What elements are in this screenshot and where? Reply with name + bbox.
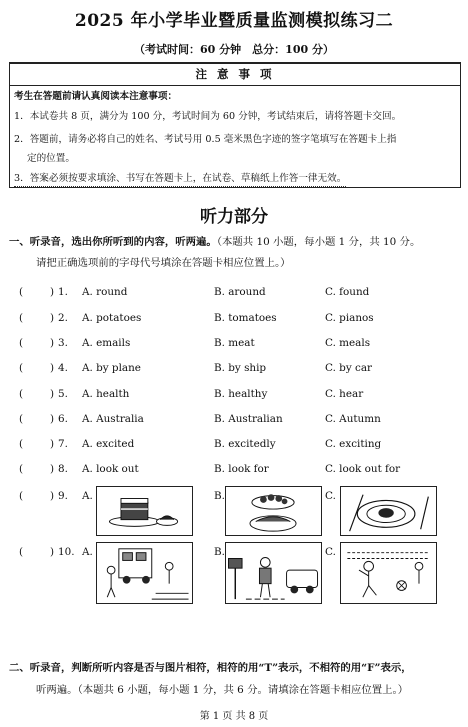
question-row — [0, 362, 468, 378]
picture-bus-scene — [96, 542, 193, 604]
egg-illustration — [341, 487, 436, 535]
picture-crossing-road — [225, 542, 322, 604]
question-row — [0, 337, 468, 353]
option-b: B. — [214, 546, 225, 558]
cake-illustration — [97, 487, 192, 535]
option-b: B. — [214, 490, 225, 502]
answer-paren-left: ( — [19, 286, 24, 298]
option-a: A. potatoes — [82, 312, 142, 324]
answer-paren-left: ( — [19, 337, 24, 349]
part2-heading: 二、听录音，判断所听内容是否与图片相符，相符的用“T”表示，不相符的用“F”表示， — [9, 662, 412, 674]
option-c: C. look out for — [325, 463, 401, 475]
answer-paren-left: ( — [19, 312, 24, 324]
notice-divider — [10, 85, 460, 86]
question-number: 5. — [58, 388, 68, 400]
question-number: 7. — [58, 438, 68, 450]
notice-intro: 考生在答题前请认真阅读本注意事项： — [14, 91, 178, 102]
question-number: 1. — [58, 286, 68, 298]
notice-item-2: 2．答题前，请务必将自己的姓名、考试号用 0.5 毫米黑色字迹的签字笔填写在答题卡上指 — [14, 134, 397, 145]
option-c: C. pianos — [325, 312, 374, 324]
answer-paren-left: ( — [19, 463, 24, 475]
notice-item-2-cont: 定的位置。 — [27, 153, 75, 164]
question-number: 10. — [58, 546, 75, 558]
part1-heading-line2: 请把正确选项前的字母代号填涂在答题卡相应位置上。） — [36, 257, 291, 269]
option-a: A. look out — [82, 463, 139, 475]
answer-paren-left: ( — [19, 438, 24, 450]
section-title: 听力部分 — [200, 207, 268, 227]
option-c: C. meals — [325, 337, 371, 349]
option-a: A. excited — [82, 438, 135, 450]
question-number: 8. — [58, 463, 68, 475]
notice-item-3: 3．答案必须按要求填涂、书写在答题卡上，在试卷、草稿纸上作答一律无效。 — [14, 172, 346, 187]
answer-paren-right: ) — [50, 546, 55, 558]
option-c: C. by car — [325, 362, 372, 374]
option-b: B. healthy — [214, 388, 268, 400]
option-a: A. round — [82, 286, 128, 298]
option-a: A. by plane — [82, 362, 141, 374]
part1-heading-note: （本题共 10 小题，每小题 1 分，共 10 分。 — [216, 236, 421, 248]
answer-paren-right: ) — [50, 463, 55, 475]
option-c: C. Autumn — [325, 413, 381, 425]
question-number: 4. — [58, 362, 68, 374]
option-b: B. look for — [214, 463, 269, 475]
answer-paren-right: ) — [50, 438, 55, 450]
picture-dumplings — [225, 486, 322, 536]
answer-paren-left: ( — [19, 546, 24, 558]
option-c: C. found — [325, 286, 370, 298]
option-c: C. exciting — [325, 438, 382, 450]
option-a: A. — [82, 490, 93, 502]
picture-fried-egg — [340, 486, 437, 536]
option-b: B. excitedly — [214, 438, 276, 450]
bus-scene-illustration — [97, 543, 192, 603]
notice-box — [9, 62, 461, 188]
question-row — [0, 312, 468, 328]
question-number: 6. — [58, 413, 68, 425]
answer-paren-left: ( — [19, 362, 24, 374]
exam-subtitle: （考试时间：60 分钟 总分：100 分） — [134, 43, 334, 56]
option-b: B. around — [214, 286, 266, 298]
question-row — [0, 463, 468, 479]
question-row — [0, 438, 468, 454]
option-a: A. health — [82, 388, 130, 400]
part1-heading — [9, 235, 420, 249]
option-a: A. Australia — [82, 413, 144, 425]
option-c: C. — [325, 546, 336, 558]
notice-item-1: 1．本试卷共 8 页，满分为 100 分，考试时间为 60 分钟，考试结束后，请将答题卡交回。 — [14, 111, 402, 122]
part1-heading-main: 一、听录音，选出你所听到的内容，听两遍。 — [9, 236, 217, 248]
question-number: 3. — [58, 337, 68, 349]
question-number: 2. — [58, 312, 68, 324]
answer-paren-right: ) — [50, 286, 55, 298]
question-row — [0, 286, 468, 302]
answer-paren-left: ( — [19, 490, 24, 502]
ball-game-illustration — [341, 543, 436, 603]
dumplings-illustration — [226, 487, 321, 535]
answer-paren-right: ) — [50, 337, 55, 349]
option-a: A. — [82, 546, 93, 558]
answer-paren-right: ) — [50, 490, 55, 502]
answer-paren-right: ) — [50, 362, 55, 374]
answer-paren-left: ( — [19, 388, 24, 400]
option-b: B. Australian — [214, 413, 283, 425]
answer-paren-left: ( — [19, 413, 24, 425]
page-footer: 第 1 页 共 8 页 — [199, 711, 269, 722]
part2-heading-line2: 听两遍。（本题共 6 小题，每小题 1 分，共 6 分。请填涂在答题卡相应位置上。） — [36, 684, 409, 696]
option-a: A. emails — [82, 337, 131, 349]
answer-paren-right: ) — [50, 388, 55, 400]
picture-cake — [96, 486, 193, 536]
answer-paren-right: ) — [50, 312, 55, 324]
option-c: C. hear — [325, 388, 364, 400]
answer-paren-right: ) — [50, 413, 55, 425]
option-b: B. by ship — [214, 362, 267, 374]
question-row — [0, 413, 468, 429]
question-row — [0, 388, 468, 404]
exam-title: 2025 年小学毕业暨质量监测模拟练习二 — [74, 11, 394, 31]
crossing-illustration — [226, 543, 321, 603]
option-c: C. — [325, 490, 336, 502]
picture-playing-ball — [340, 542, 437, 604]
option-b: B. tomatoes — [214, 312, 277, 324]
option-b: B. meat — [214, 337, 255, 349]
question-number: 9. — [58, 490, 68, 502]
notice-heading: 注 意 事 项 — [195, 67, 275, 81]
